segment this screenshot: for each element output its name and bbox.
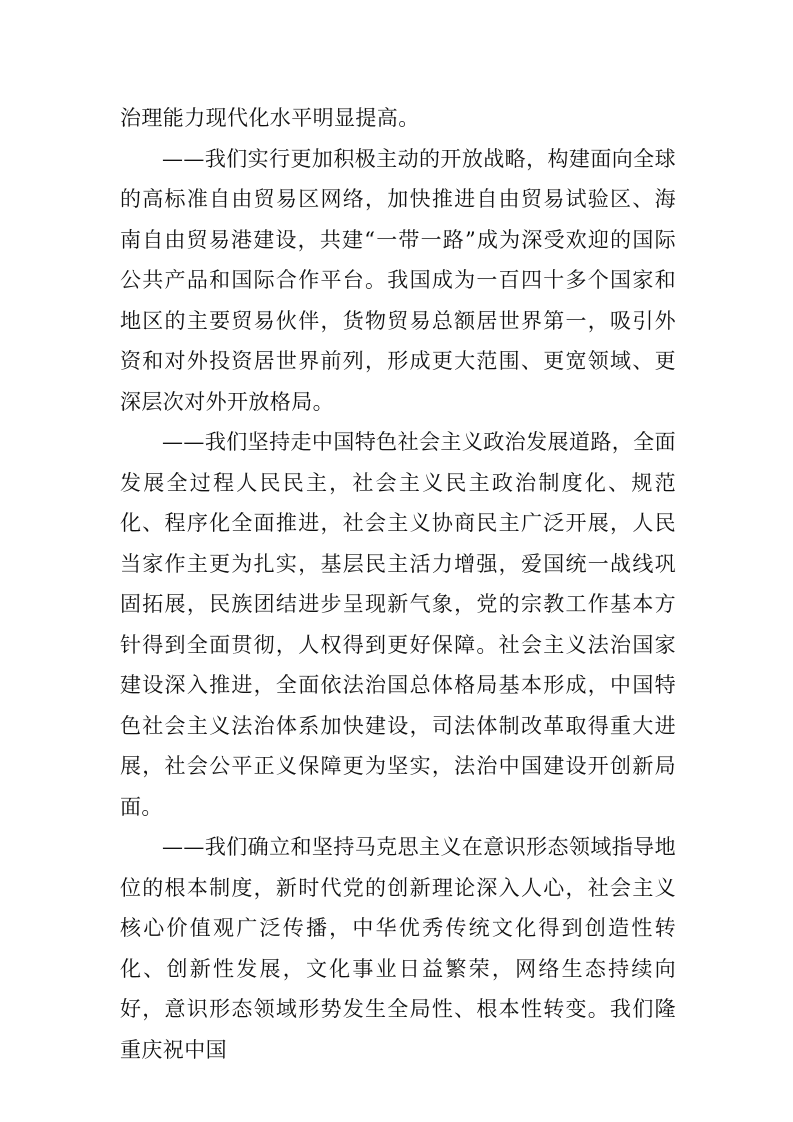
paragraph-opening-up-strategy: ——我们实行更加积极主动的开放战略，构建面向全球的高标准自由贸易区网络，加快推进自由贸易试验区、海南自由贸易港建设，共建“一带一路”成为深受欢迎的国际公共产品和国际合作平台。我国成为一百四十多个国家和地区的主要贸易伙伴，货物贸易总额居世界第一，吸引外资和对外投资居世界前列，形成更大范围、更宽领域、更深层次对外开放格局。 (120, 146, 676, 414)
paragraph-ideology-culture: ——我们确立和坚持马克思主义在意识形态领域指导地位的根本制度，新时代党的创新理论深入人心，社会主义核心价值观广泛传播，中华优秀传统文化得到创造性转化、创新性发展，文化事业日益繁荣，网络生态持续向好，意识形态领域形势发生全局性、根本性转变。我们隆重庆祝中国 (120, 835, 676, 1062)
paragraph-political-development: ——我们坚持走中国特色社会主义政治发展道路，全面发展全过程人民民主，社会主义民主政治制度化、规范化、程序化全面推进，社会主义协商民主广泛开展，人民当家作主更为扎实，基层民主活力增强，爱国统一战线巩固拓展，民族团结进步呈现新气象，党的宗教工作基本方针得到全面贯彻，人权得到更好保障。社会主义法治国家建设深入推进，全面依法治国总体格局基本形成，中国特色社会主义法治体系加快建设，司法体制改革取得重大进展，社会公平正义保障更为坚实，法治中国建设开创新局面。 (120, 430, 676, 819)
paragraph-continuation: 治理能力现代化水平明显提高。 (120, 106, 420, 130)
document-body (120, 98, 676, 1070)
